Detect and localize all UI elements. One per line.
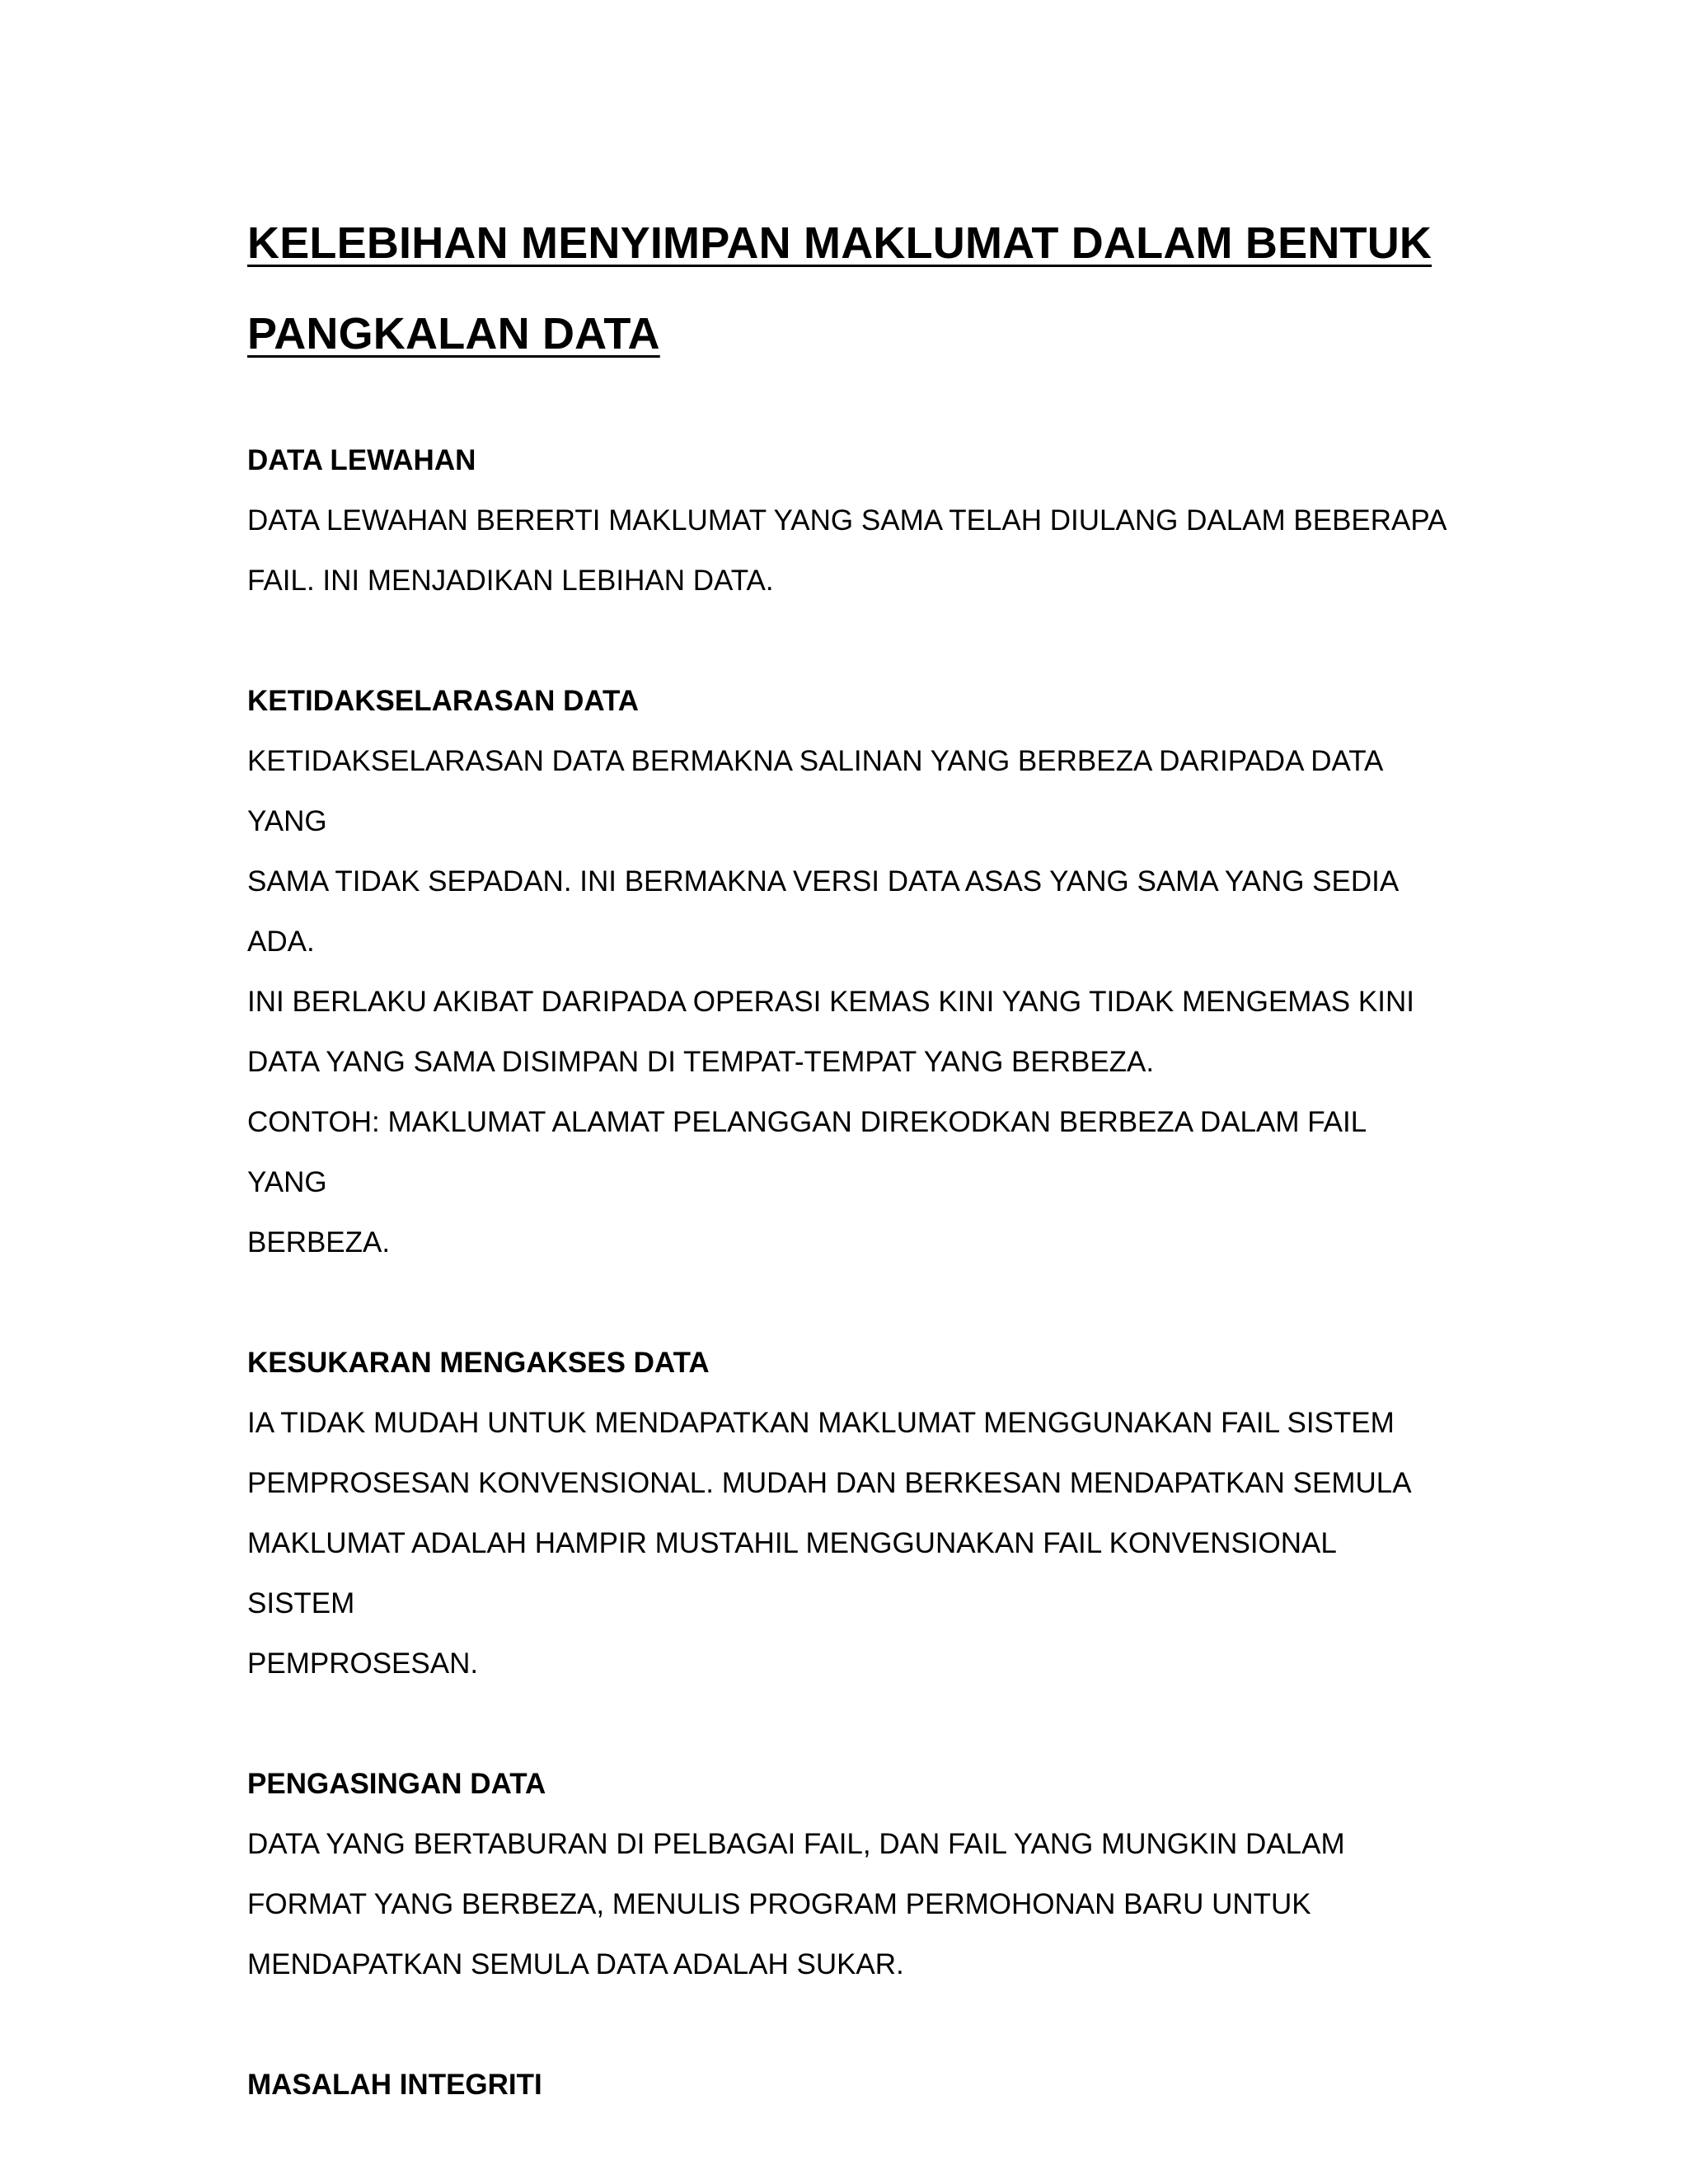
paragraph-line: MENDAPATKAN SEMULA DATA ADALAH SUKAR. [247, 1948, 904, 1980]
paragraph-line: INI BERLAKU AKIBAT DARIPADA OPERASI KEMAS KINI YANG TIDAK MENGEMAS KINI [247, 986, 1414, 1018]
section-data-lewahan [247, 430, 1451, 611]
section-heading: DATA LEWAHAN [247, 444, 476, 476]
title-line: KELEBIHAN MENYIMPAN MAKLUMAT DALAM BENTUK [247, 218, 1432, 268]
paragraph-line: PEMPROSESAN KONVENSIONAL. MUDAH DAN BERKESAN MENDAPATKAN SEMULA [247, 1467, 1412, 1499]
paragraph-line: BERBEZA. [247, 1226, 391, 1258]
paragraph-line: PEMPROSESAN. [247, 1647, 479, 1680]
paragraph-line: SAMA TIDAK SEPADAN. INI BERMAKNA VERSI DATA ASAS YANG SAMA YANG SEDIA ADA. [247, 865, 1398, 958]
section-heading: MASALAH INTEGRITI [247, 2069, 542, 2101]
paragraph-line: FAIL. INI MENJADIKAN LEBIHAN DATA. [247, 565, 774, 597]
section-masalah-integriti [247, 2055, 1451, 2115]
paragraph-line: DATA LEWAHAN BERERTI MAKLUMAT YANG SAMA TELAH DIULANG DALAM BEBERAPA [247, 504, 1447, 537]
paragraph-line: MAKLUMAT ADALAH HAMPIR MUSTAHIL MENGGUNAKAN FAIL KONVENSIONAL SISTEM [247, 1527, 1336, 1619]
paragraph-line: FORMAT YANG BERBEZA, MENULIS PROGRAM PERMOHONAN BARU UNTUK [247, 1888, 1311, 1920]
document-title [247, 198, 1451, 379]
title-line: PANGKALAN DATA [247, 309, 660, 359]
section-ketidakselarasan-data [247, 671, 1451, 1272]
paragraph-line: IA TIDAK MUDAH UNTUK MENDAPATKAN MAKLUMAT MENGGUNAKAN FAIL SISTEM [247, 1407, 1395, 1439]
paragraph-line: DATA YANG SAMA DISIMPAN DI TEMPAT-TEMPAT YANG BERBEZA. [247, 1046, 1155, 1078]
paragraph-line: CONTOH: MAKLUMAT ALAMAT PELANGGAN DIREKODKAN BERBEZA DALAM FAIL YANG [247, 1106, 1366, 1198]
section-pengasingan-data [247, 1754, 1451, 1994]
document-content [247, 198, 1451, 2115]
section-heading: KETIDAKSELARASAN DATA [247, 685, 640, 717]
paragraph-line: DATA YANG BERTABURAN DI PELBAGAI FAIL, DAN FAIL YANG MUNGKIN DALAM [247, 1828, 1345, 1860]
section-heading: KESUKARAN MENGAKSES DATA [247, 1347, 710, 1379]
paragraph-line: KETIDAKSELARASAN DATA BERMAKNA SALINAN YANG BERBEZA DARIPADA DATA YANG [247, 745, 1382, 837]
section-kesukaran-mengakses-data [247, 1333, 1451, 1694]
section-heading: PENGASINGAN DATA [247, 1768, 546, 1800]
